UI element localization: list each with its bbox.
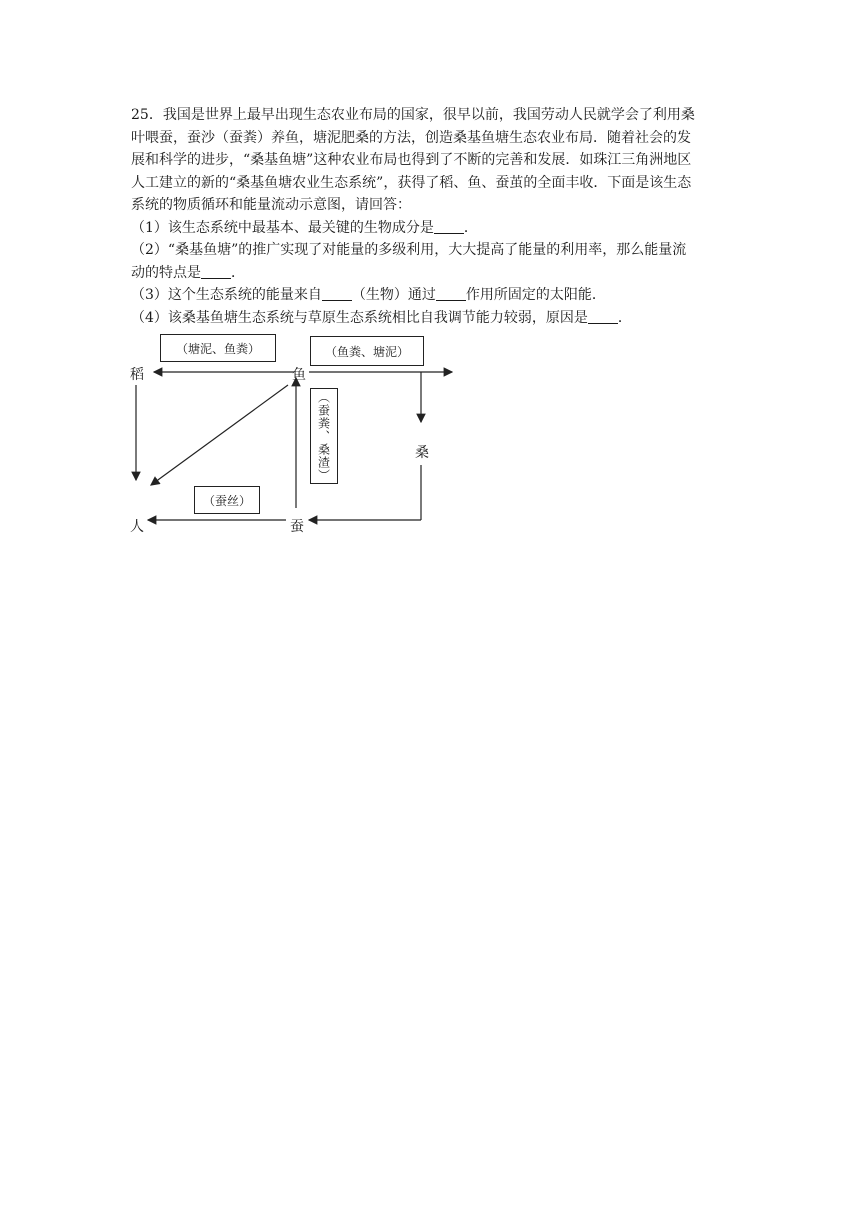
- question-line: 人工建立的新的“桑基鱼塘农业生态系统”，获得了稻、鱼、蚕茧的全面丰收．下面是该生态: [131, 174, 692, 191]
- question-line: 展和科学的进步，“桑基鱼塘”这种农业布局也得到了不断的完善和发展．如珠江三角洲地区: [131, 152, 692, 168]
- answer-blank[interactable]: [201, 264, 231, 279]
- ecosystem-diagram: [126, 330, 466, 540]
- sub-question-3: （3）这个生态系统的能量来自 （生物）通过 作用所固定的太阳能．: [131, 287, 606, 303]
- question-line: 系统的物质循环和能量流动示意图，请回答：: [131, 197, 411, 213]
- answer-blank[interactable]: [588, 309, 618, 324]
- node-mulberry: 桑: [415, 445, 429, 461]
- sub-question-4: （4）该桑基鱼塘生态系统与草原生态系统相比自我调节能力较弱，原因是 ．: [131, 309, 632, 326]
- question-number: 25．: [131, 107, 163, 123]
- answer-blank[interactable]: [434, 219, 464, 234]
- sub-question-2: （2）“桑基鱼塘”的推广实现了对能量的多级利用，大大提高了能量的利用率，那么能量流: [131, 242, 687, 258]
- node-human: 人: [130, 519, 144, 535]
- node-fish: 鱼: [292, 367, 306, 383]
- arrow-fish-to-human: [151, 385, 288, 485]
- answer-blank[interactable]: [322, 286, 352, 301]
- sub-question-1: （1）该生态系统中最基本、最关键的生物成分是 ．: [131, 219, 478, 236]
- label-box-top-right: （鱼粪、塘泥）: [310, 336, 424, 366]
- label-box-middle: （蚕粪、桑渣）: [310, 388, 338, 484]
- question-block: [131, 104, 731, 329]
- question-line: 25．我国是世界上最早出现生态农业布局的国家，很早以前，我国劳动人民就学会了利用桑: [131, 107, 695, 123]
- label-box-top-left: （塘泥、鱼粪）: [160, 334, 276, 362]
- label-box-bottom: （蚕丝）: [194, 486, 260, 514]
- sub-question-2-cont: 动的特点是 ．: [131, 264, 245, 281]
- question-line: 叶喂蚕，蚕沙（蚕粪）养鱼，塘泥肥桑的方法，创造桑基鱼塘生态农业布局．随着社会的发: [131, 129, 691, 146]
- node-silkworm: 蚕: [290, 519, 304, 535]
- answer-blank[interactable]: [436, 286, 466, 301]
- node-rice: 稻: [130, 367, 144, 383]
